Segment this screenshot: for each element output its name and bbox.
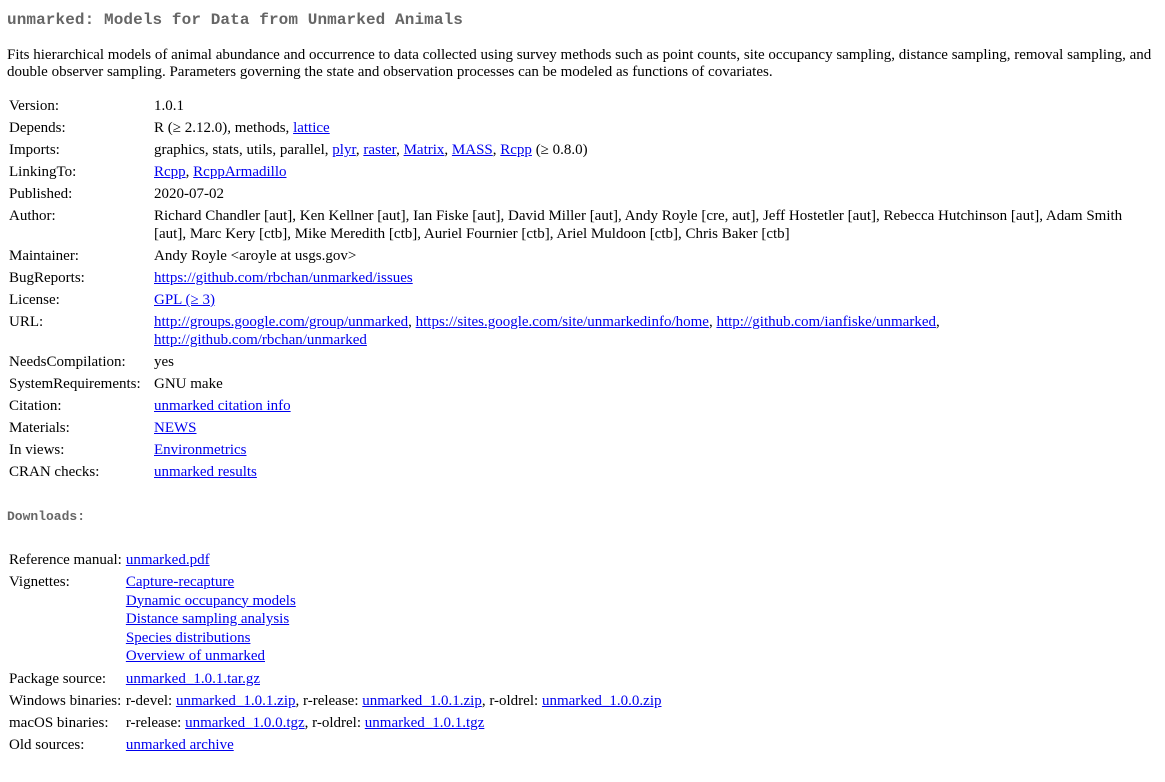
cranchecks-link[interactable]: unmarked results xyxy=(154,464,257,480)
row-macos-binaries xyxy=(7,712,664,734)
win-oldrel-prefix: , r-oldrel: xyxy=(481,692,542,709)
url-link-github-ianfiske[interactable]: http://github.com/ianfiske/unmarked xyxy=(716,314,936,330)
windows-value xyxy=(124,690,664,712)
depends-text: R (≥ 2.12.0), methods, xyxy=(154,120,294,136)
published-value: 2020-07-02 xyxy=(154,186,224,202)
version-value: 1.0.1 xyxy=(154,98,184,114)
source-link[interactable]: unmarked_1.0.1.tar.gz xyxy=(125,670,260,687)
cranchecks-value xyxy=(152,461,1157,483)
mac-oldrel-link[interactable]: unmarked_1.0.1.tgz xyxy=(364,714,485,731)
row-sysreq xyxy=(7,373,1157,395)
inviews-value xyxy=(152,439,1157,461)
materials-link-news[interactable]: NEWS xyxy=(154,420,197,436)
cranchecks-label: CRAN checks: xyxy=(9,464,100,480)
row-citation xyxy=(7,395,1157,417)
row-needscompilation xyxy=(7,351,1157,373)
old-sources-link[interactable]: unmarked archive xyxy=(125,736,234,753)
depends-label: Depends: xyxy=(9,120,66,136)
row-imports xyxy=(7,139,1157,161)
row-inviews xyxy=(7,439,1157,461)
mac-release-prefix: r-release: xyxy=(125,714,186,731)
mac-oldrel-prefix: , r-oldrel: xyxy=(304,714,365,731)
materials-value xyxy=(152,417,1157,439)
mac-release-link[interactable]: unmarked_1.0.0.tgz xyxy=(185,714,305,731)
needscompilation-label: NeedsCompilation: xyxy=(9,354,126,370)
vignette-link-distance-sampling[interactable]: Distance sampling analysis xyxy=(125,611,290,627)
vignettes-label: Vignettes: xyxy=(9,574,70,590)
bugreports-value xyxy=(152,267,1157,289)
refman-value xyxy=(124,549,664,571)
row-linkingto xyxy=(7,161,1157,183)
win-oldrel-link[interactable]: unmarked_1.0.0.zip xyxy=(541,692,662,709)
linkingto-label: LinkingTo: xyxy=(9,164,77,180)
linkingto-value: Rcpp, RcppArmadillo xyxy=(154,164,287,180)
downloads-table xyxy=(7,549,664,756)
bugreports-link[interactable]: https://github.com/rbchan/unmarked/issues xyxy=(154,270,413,286)
vignette-list xyxy=(126,573,662,666)
downloads-heading: Downloads: xyxy=(7,509,86,524)
refman-link[interactable]: unmarked.pdf xyxy=(125,552,210,568)
url-label: URL: xyxy=(9,314,44,330)
imports-link-plyr[interactable]: plyr xyxy=(332,142,356,158)
sysreq-label: SystemRequirements: xyxy=(9,376,141,392)
sysreq-value: GNU make xyxy=(154,376,223,392)
package-page xyxy=(0,10,1165,756)
macos-label: macOS binaries: xyxy=(9,714,109,731)
win-devel-link[interactable]: unmarked_1.0.1.zip xyxy=(175,692,296,709)
row-cranchecks xyxy=(7,461,1157,483)
published-label: Published: xyxy=(9,186,73,202)
citation-value xyxy=(152,395,1157,417)
linkingto-link-rcpp[interactable]: Rcpp xyxy=(154,164,186,180)
imports-link-rcpp[interactable]: Rcpp xyxy=(500,142,532,158)
source-value xyxy=(124,668,664,690)
row-windows-binaries xyxy=(7,690,664,712)
old-sources-label: Old sources: xyxy=(9,736,85,753)
windows-label: Windows binaries: xyxy=(9,692,122,709)
imports-suffix: (≥ 0.8.0) xyxy=(531,142,588,158)
win-release-prefix: , r-release: xyxy=(295,692,363,709)
vignette-link-capture-recapture[interactable]: Capture-recapture xyxy=(125,574,235,590)
package-description: Fits hierarchical models of animal abundance and occurrence to data collected using survey methods such as point counts, site occupancy sampling, distance sampling, removal sampling, and double observer sampling. Parameters governing the state and observation processes can be modeled as functions of covariates. xyxy=(7,47,1152,80)
imports-link-mass[interactable]: MASS xyxy=(451,142,493,158)
bugreports-label: BugReports: xyxy=(9,270,85,286)
inviews-label: In views: xyxy=(9,442,65,458)
row-materials xyxy=(7,417,1157,439)
imports-text: graphics, stats, utils, parallel, xyxy=(154,142,333,158)
row-author xyxy=(7,205,1157,245)
version-label: Version: xyxy=(9,98,59,114)
row-published xyxy=(7,183,1157,205)
license-link[interactable]: GPL (≥ 3) xyxy=(154,292,216,308)
vignette-link-dynamic-occupancy[interactable]: Dynamic occupancy models xyxy=(125,592,296,609)
row-old-sources xyxy=(7,734,664,756)
imports-value: graphics, stats, utils, parallel, plyr, raster, Matrix, MASS, Rcpp (≥ 0.8.0) xyxy=(154,142,588,158)
linkingto-link-rcpparmadillo[interactable]: RcppArmadillo xyxy=(193,164,287,180)
needscompilation-value: yes xyxy=(154,354,174,370)
citation-label: Citation: xyxy=(9,398,62,414)
row-url xyxy=(7,311,1157,351)
url-link-github-rbchan[interactable]: http://github.com/rbchan/unmarked xyxy=(154,332,367,348)
license-label: License: xyxy=(9,292,60,308)
source-label: Package source: xyxy=(9,670,107,687)
imports-label: Imports: xyxy=(9,142,60,158)
macos-value xyxy=(124,712,664,734)
citation-link[interactable]: unmarked citation info xyxy=(154,398,291,414)
row-version xyxy=(7,95,1157,117)
inviews-link-environmetrics[interactable]: Environmetrics xyxy=(154,442,247,458)
url-link-google-sites[interactable]: https://sites.google.com/site/unmarkedinfo/home xyxy=(415,314,709,330)
win-devel-prefix: r-devel: xyxy=(125,692,176,709)
metadata-table xyxy=(7,95,1157,483)
row-package-source xyxy=(7,668,664,690)
author-label: Author: xyxy=(9,208,56,224)
license-value xyxy=(152,289,1157,311)
imports-link-raster[interactable]: raster xyxy=(363,142,397,158)
win-release-link[interactable]: unmarked_1.0.1.zip xyxy=(362,692,482,709)
row-depends xyxy=(7,117,1157,139)
row-refman xyxy=(7,549,664,571)
maintainer-label: Maintainer: xyxy=(9,248,79,264)
row-bugreports xyxy=(7,267,1157,289)
depends-value xyxy=(152,117,1157,139)
url-value: http://groups.google.com/group/unmarked, https://sites.google.com/site/unmarkedinfo/home, http://github.com/ianfiske/unmarked, http://github.com/rbchan/unmarked xyxy=(154,314,940,348)
vignette-link-species-distributions[interactable]: Species distributions xyxy=(125,629,251,646)
materials-label: Materials: xyxy=(9,420,70,436)
row-maintainer xyxy=(7,245,1157,267)
old-sources-value xyxy=(124,734,664,756)
vignettes-value xyxy=(124,571,664,668)
row-vignettes xyxy=(7,571,664,668)
author-value: Richard Chandler [aut], Ken Kellner [aut], Ian Fiske [aut], David Miller [aut], Andy Royle [cre, aut], Jeff Hostetler [aut], Rebecca Hutchinson [aut], Adam Smith [aut], Marc Kery [ctb], Mike Meredith [ctb], Auriel Fournier [ctb], Ariel Muldoon [ctb], Chris Baker [ctb] xyxy=(154,208,1123,242)
page-title: unmarked: Models for Data from Unmarked Animals xyxy=(7,11,463,29)
refman-label: Reference manual: xyxy=(9,552,122,568)
depends-link-lattice[interactable]: lattice xyxy=(293,120,330,136)
maintainer-value: Andy Royle <aroyle at usgs.gov> xyxy=(154,248,357,264)
imports-link-matrix[interactable]: Matrix xyxy=(403,142,445,158)
row-license xyxy=(7,289,1157,311)
url-link-google-group[interactable]: http://groups.google.com/group/unmarked xyxy=(154,314,409,330)
vignette-link-overview[interactable]: Overview of unmarked xyxy=(125,648,265,664)
